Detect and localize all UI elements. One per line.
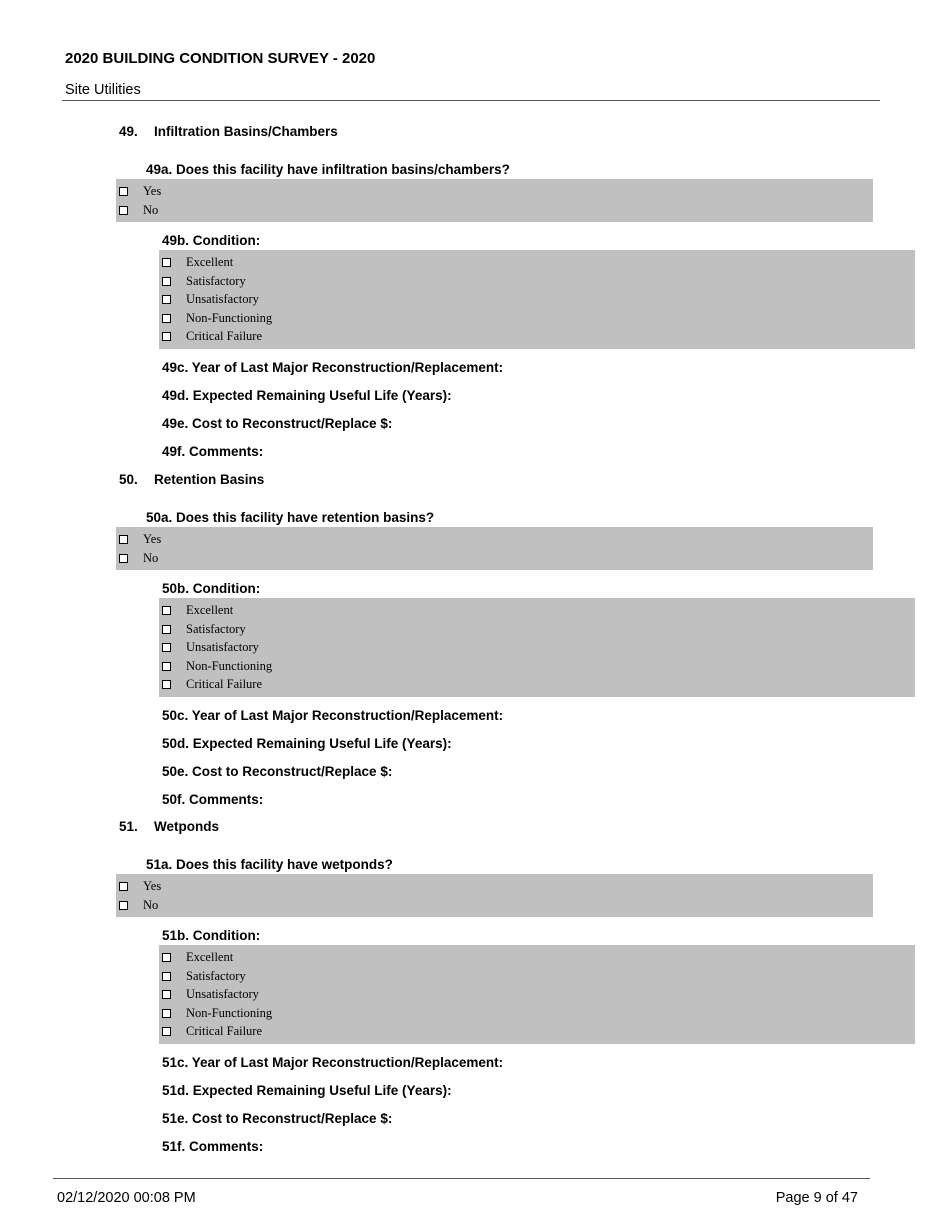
subquestion-b-label: 49b. Condition: [162, 233, 261, 248]
checkbox-label: No [143, 550, 159, 565]
checkbox-label: Satisfactory [186, 621, 246, 636]
subquestion-e-label: 49e. Cost to Reconstruct/Replace $: [162, 416, 393, 431]
checkbox-label: Satisfactory [186, 968, 246, 983]
subquestion-e-label: 50e. Cost to Reconstruct/Replace $: [162, 764, 393, 779]
checkbox-label: Non-Functioning [186, 658, 273, 673]
subquestion-a-label: 51a. Does this facility have wetponds? [146, 857, 393, 872]
yes-no-options [116, 179, 873, 222]
checkbox[interactable] [162, 314, 171, 323]
checkbox-label: Unsatisfactory [186, 640, 259, 654]
checkbox[interactable] [162, 662, 171, 671]
checkbox[interactable] [119, 901, 128, 910]
question-number: 51. [119, 819, 138, 834]
checkbox[interactable] [162, 990, 171, 999]
subquestion-a-label: 49a. Does this facility have infiltration basins/chambers? [146, 162, 510, 177]
checkbox-label: Critical Failure [186, 1024, 263, 1038]
checkbox-label: Excellent [186, 603, 234, 617]
subquestion-d-label: 50d. Expected Remaining Useful Life (Years): [162, 736, 452, 751]
checkbox[interactable] [162, 953, 171, 962]
checkbox-label: Unsatisfactory [186, 987, 259, 1001]
checkbox[interactable] [162, 606, 171, 615]
document-title: 2020 BUILDING CONDITION SURVEY - 2020 [65, 50, 376, 67]
checkbox-label: Excellent [186, 255, 234, 269]
checkbox[interactable] [162, 972, 171, 981]
subquestion-c-label: 51c. Year of Last Major Reconstruction/Replacement: [162, 1055, 504, 1070]
condition-options [159, 598, 915, 697]
page-number: Page 9 of 47 [775, 1190, 858, 1206]
checkbox-label: Yes [143, 879, 162, 893]
checkbox-label: Unsatisfactory [186, 292, 259, 306]
checkbox-label: No [143, 202, 159, 217]
checkbox[interactable] [162, 1009, 171, 1018]
question-title: Retention Basins [154, 472, 265, 487]
condition-options [159, 945, 915, 1044]
subquestion-d-label: 51d. Expected Remaining Useful Life (Years): [162, 1083, 452, 1098]
checkbox-label: Non-Functioning [186, 310, 273, 325]
checkbox[interactable] [162, 680, 171, 689]
checkbox-label: Yes [143, 532, 162, 546]
subquestion-e-label: 51e. Cost to Reconstruct/Replace $: [162, 1111, 393, 1126]
subquestion-b-label: 51b. Condition: [162, 928, 261, 943]
checkbox[interactable] [162, 295, 171, 304]
checkbox-label: Yes [143, 184, 162, 198]
header-divider [62, 100, 880, 101]
question-title: Wetponds [154, 819, 219, 834]
checkbox-label: Critical Failure [186, 677, 263, 691]
footer-divider [53, 1178, 870, 1179]
checkbox[interactable] [119, 206, 128, 215]
condition-options [159, 250, 915, 349]
question-number: 49. [119, 124, 138, 139]
checkbox[interactable] [119, 187, 128, 196]
subquestion-a-label: 50a. Does this facility have retention basins? [146, 510, 435, 525]
question-title: Infiltration Basins/Chambers [154, 124, 338, 139]
checkbox[interactable] [119, 554, 128, 563]
checkbox-label: Satisfactory [186, 273, 246, 288]
subquestion-b-label: 50b. Condition: [162, 581, 261, 596]
checkbox[interactable] [119, 882, 128, 891]
subquestion-c-label: 49c. Year of Last Major Reconstruction/Replacement: [162, 360, 504, 375]
checkbox[interactable] [162, 277, 171, 286]
checkbox-label: Non-Functioning [186, 1005, 273, 1020]
checkbox[interactable] [119, 535, 128, 544]
checkbox-label: Excellent [186, 950, 234, 964]
subquestion-d-label: 49d. Expected Remaining Useful Life (Years): [162, 388, 452, 403]
checkbox[interactable] [162, 332, 171, 341]
question-number: 50. [119, 472, 138, 487]
checkbox[interactable] [162, 258, 171, 267]
checkbox[interactable] [162, 643, 171, 652]
yes-no-options [116, 527, 873, 570]
subquestion-f-label: 49f. Comments: [162, 444, 264, 459]
section-title: Site Utilities [65, 82, 141, 98]
yes-no-options [116, 874, 873, 917]
checkbox[interactable] [162, 1027, 171, 1036]
checkbox-label: No [143, 897, 159, 912]
subquestion-f-label: 51f. Comments: [162, 1139, 264, 1154]
footer-date: 02/12/2020 00:08 PM [57, 1190, 196, 1206]
subquestion-c-label: 50c. Year of Last Major Reconstruction/Replacement: [162, 708, 504, 723]
subquestion-f-label: 50f. Comments: [162, 792, 264, 807]
checkbox[interactable] [162, 625, 171, 634]
checkbox-label: Critical Failure [186, 329, 263, 343]
